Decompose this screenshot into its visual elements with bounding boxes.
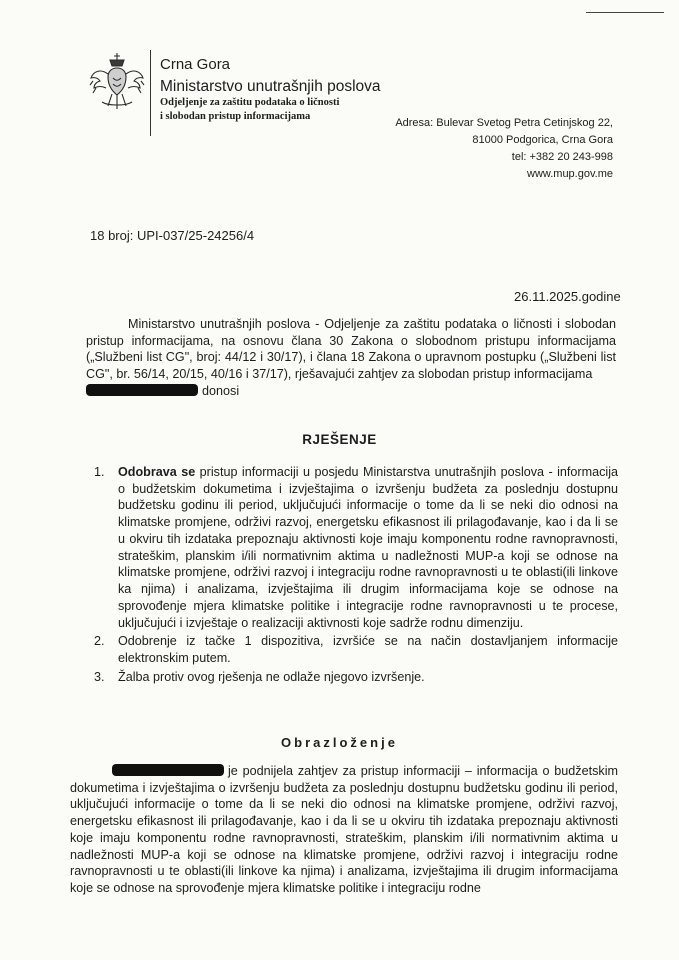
item-number: 2. xyxy=(94,634,105,649)
top-margin-line xyxy=(586,12,664,13)
reasoning-title: Obrazloženje xyxy=(281,735,398,750)
country-name: Crna Gora xyxy=(160,56,231,73)
reasoning-paragraph xyxy=(70,763,618,897)
decision-item xyxy=(94,633,618,666)
redaction-bar xyxy=(86,384,198,396)
decision-list xyxy=(94,464,618,688)
address-block xyxy=(395,115,613,183)
item-number: 3. xyxy=(94,669,105,684)
document-date: 26.11.2025.godine xyxy=(514,289,621,304)
address-city: 81000 Podgorica, Crna Gora xyxy=(472,134,613,147)
item-text: Žalba protiv ovog rješenja ne odlaže njegovo izvršenje. xyxy=(118,669,425,684)
header-divider xyxy=(150,50,151,136)
intro-text: Ministarstvo unutrašnjih poslova - Odjeljenje za zaštitu podataka o ličnosti i slobodan pristup informacijama, na osnovu člana 30 Zakona o slobodnom pristupu informacijama („Službeni list CG", broj: 44/12 i 30/17), i člana 18 Zakona o upravnom postupku („Službeni list CG", br. 56/14, 20/15, 40/16 i 37/17), rješavajući zahtjev za slobodan pristup informacijama xyxy=(86,317,616,382)
decision-title: RJEŠENJE xyxy=(302,432,377,447)
address-street: Adresa: Bulevar Svetog Petra Cetinjskog 22, xyxy=(395,117,613,129)
item-number: 1. xyxy=(94,465,105,479)
ministry-name: Ministarstvo unutrašnjih poslova xyxy=(160,77,381,95)
reference-number: 18 broj: UPI-037/25-24256/4 xyxy=(90,228,255,243)
redaction-bar xyxy=(112,764,224,776)
department-name-line1: Odjeljenje za zaštitu podataka o ličnosti xyxy=(160,96,340,108)
phone-number: tel: +382 20 243-998 xyxy=(511,151,613,164)
item-bold-lead: Odobrava se xyxy=(118,465,196,479)
decision-item xyxy=(94,669,618,686)
item-text: pristup informaciji u posjedu Ministarstva unutrašnjih poslova - informacija o budžetskim dokumetima i izvještajima o izvršenju budžeta za poslednju dostupnu budžetsku godinu ili period, uključujući informacije o tome da li se neki dio odnosi na klimatske promjene, održivi razvoj, energetsku efikasnost ili prilagođavanje, kao i da li se u okviru tih izdataka prepoznaju aktivnosti koje imaju komponentu rodne ravnopravnosti, strateškim, planskim i/ili normativnim aktima u nadležnosti MUP-a koji se odnose na klimatske promjene, održivi razvoj i integraciju rodne ravnopravnosti u te oblasti(ili linkove ka njima) i analizama, izvještajima ili drugim informacijama koje se odnose na sprovođenje mjera klimatske politike i integracije rodne ravnopravnosti u te procese, uključujući i izvještaje o realizaciji aktivnosti koje sadrže rodnu dimenziju. xyxy=(118,465,618,630)
decision-item xyxy=(94,464,618,631)
department-name-line2: i slobodan pristup informacijama xyxy=(160,110,311,122)
website: www.mup.gov.me xyxy=(527,168,613,181)
reasoning-text: je podnijela zahtjev za pristup informaciji – informacija o budžetskim dokumetima i izvještajima o izvršenju budžeta za poslednju dostupnu budžetsku godinu ili period, uključujući informacije o tome da li se neki dio odnosi na klimatske promjene, održivi razvoj, energetsku efikasnost ili prilagođavanje, kao i da li se u okviru tih izdataka prepoznaju aktivnosti koje imaju komponentu rodne ravnopravnosti, strateškim, planskim i/ili normativnim aktima u nadležnosti MUP-a koji se odnose na klimatske promjene, održivi razvoj i integraciju rodne ravnopravnosti u te oblasti(ili linkove ka njima) i analizama, izvještajima ili drugim informacijama koje se odnose na sprovođenje mjera klimatske politike i integraciju rodne xyxy=(70,764,618,896)
issuer-block xyxy=(160,56,381,123)
intro-paragraph xyxy=(86,316,616,400)
intro-end: donosi xyxy=(202,383,240,398)
item-text: Odobrenje iz tačke 1 dispozitiva, izvršiće se na način dostavljanjem informacije elektronskim putem. xyxy=(118,634,618,666)
coat-of-arms-icon xyxy=(88,50,146,116)
